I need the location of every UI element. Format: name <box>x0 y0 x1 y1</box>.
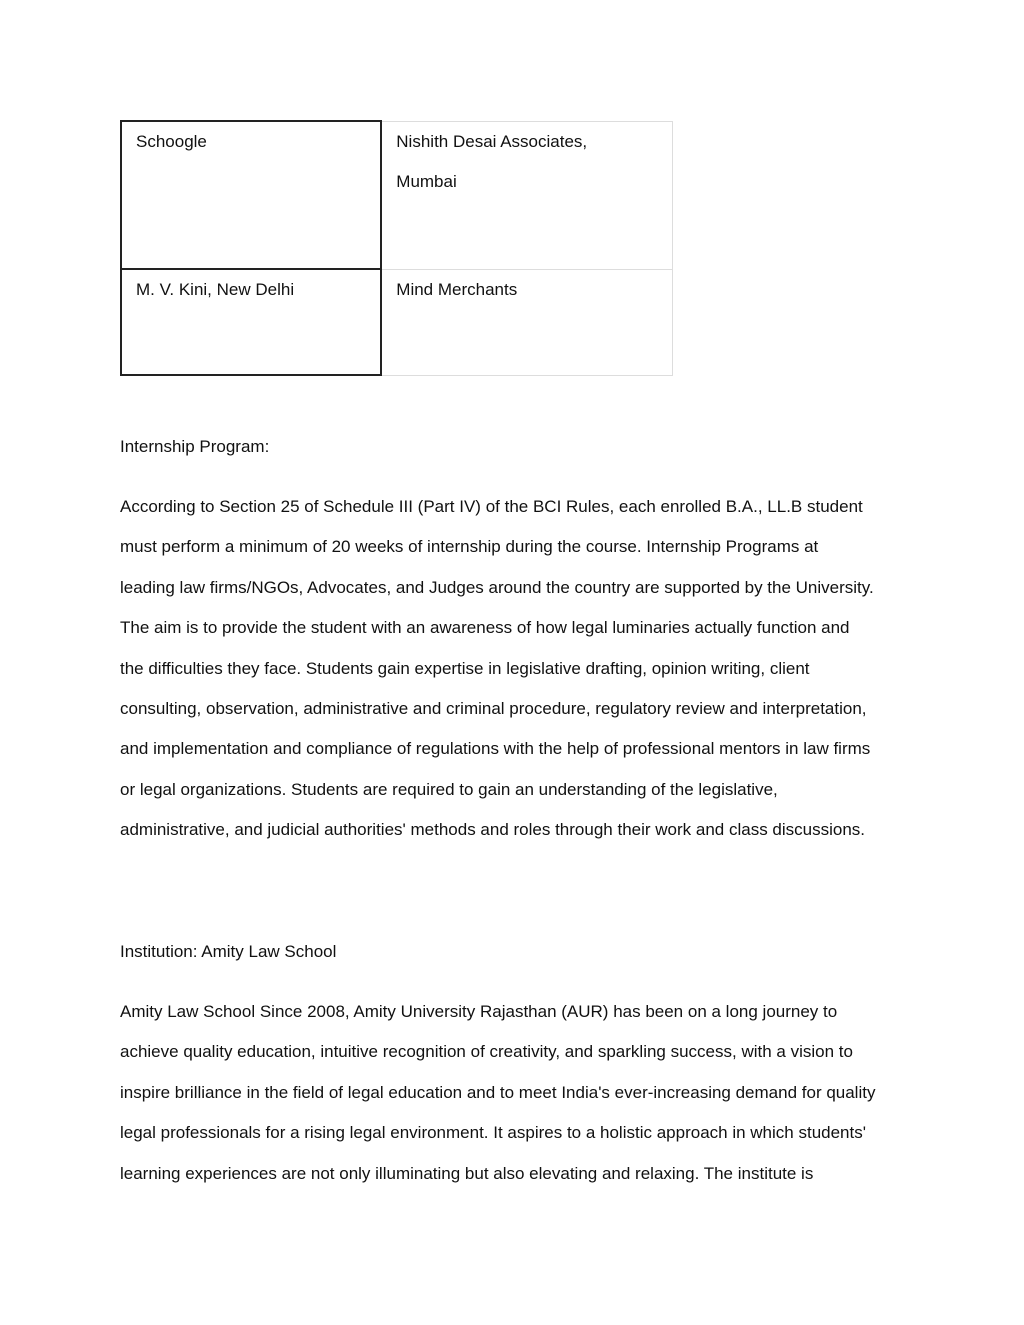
paragraph-line: must perform a minimum of 20 weeks of internship during the course. Internship Programs at <box>120 537 819 557</box>
firms-table <box>120 120 673 376</box>
table-cell <box>381 121 672 269</box>
paragraph-line: legal professionals for a rising legal environment. It aspires to a holistic approach in which students' <box>120 1123 866 1143</box>
table-cell <box>121 121 381 269</box>
paragraph-line: inspire brilliance in the field of legal education and to meet India's ever-increasing demand for quality <box>120 1082 876 1102</box>
table-cell <box>381 269 672 375</box>
institution-heading: Institution: Amity Law School <box>120 942 337 961</box>
cell-text: M. V. Kini, New Delhi <box>136 280 295 299</box>
paragraph-line: administrative, and judicial authorities' methods and roles through their work and class discussions. <box>120 820 866 840</box>
cell-text: Nishith Desai Associates, <box>396 131 588 151</box>
table-row <box>121 121 673 269</box>
paragraph-line: consulting, observation, administrative and criminal procedure, regulatory review and interpretation, <box>120 699 867 719</box>
paragraph-line: and implementation and compliance of regulations with the help of professional mentors in law firms <box>120 739 871 759</box>
paragraph-line: the difficulties they face. Students gain expertise in legislative drafting, opinion writing, client <box>120 658 810 678</box>
cell-text: Mind Merchants <box>396 279 518 299</box>
cell-text: Schoogle <box>136 132 207 151</box>
paragraph-line: leading law firms/NGOs, Advocates, and Judges around the country are supported by the University. <box>120 577 874 597</box>
internship-heading: Internship Program: <box>120 437 270 456</box>
paragraph-line: According to Section 25 of Schedule III (Part IV) of the BCI Rules, each enrolled B.A., LL.B student <box>120 497 863 516</box>
cell-text: Mumbai <box>396 171 457 191</box>
internship-paragraph <box>120 487 910 851</box>
paragraph-line: learning experiences are not only illuminating but also elevating and relaxing. The institute is <box>120 1163 814 1183</box>
table-cell <box>121 269 381 375</box>
paragraph-line: achieve quality education, intuitive recognition of creativity, and sparkling success, with a vision to <box>120 1042 853 1062</box>
paragraph-line: Amity Law School Since 2008, Amity University Rajasthan (AUR) has been on a long journey to <box>120 1002 838 1021</box>
paragraph-line: The aim is to provide the student with an awareness of how legal luminaries actually function and <box>120 618 850 638</box>
paragraph-line: or legal organizations. Students are required to gain an understanding of the legislative, <box>120 779 778 799</box>
institution-paragraph <box>120 992 910 1194</box>
table-row <box>121 269 673 375</box>
